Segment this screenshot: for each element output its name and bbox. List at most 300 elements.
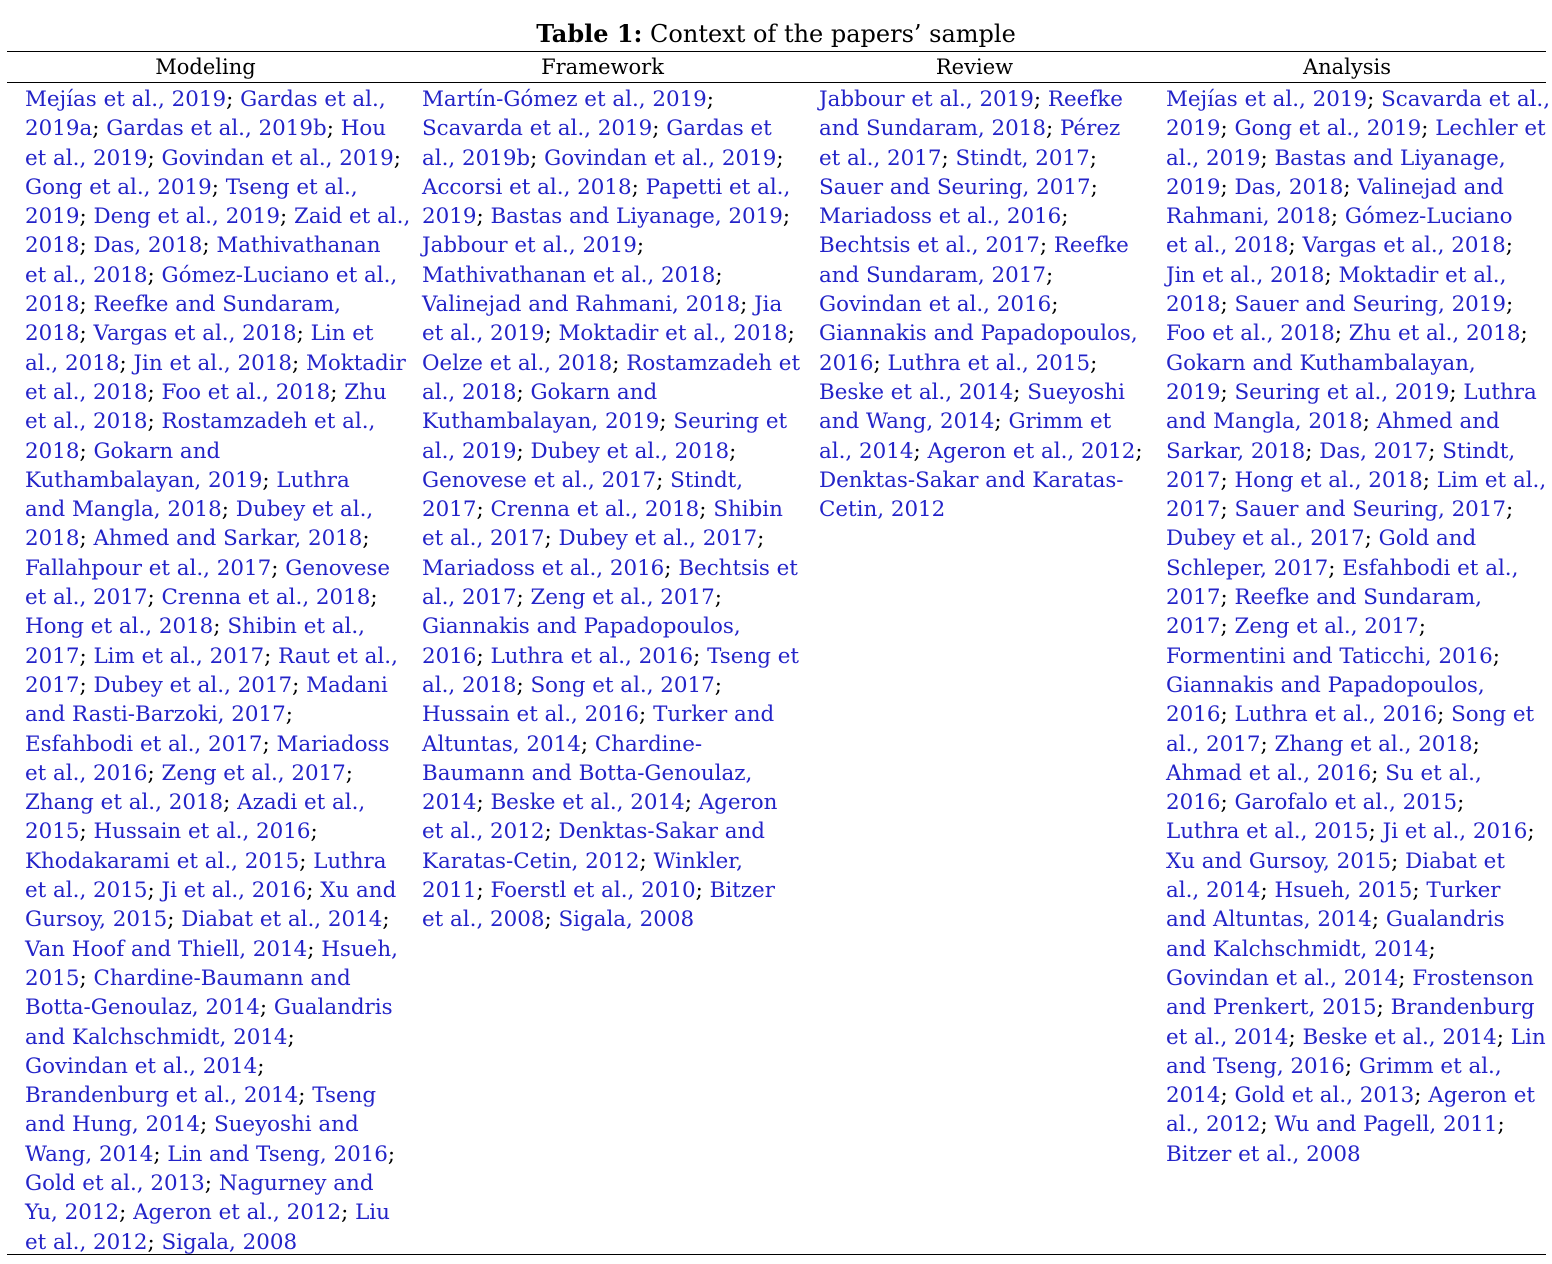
citation-text[interactable]: et al., 2008 [422, 907, 545, 933]
citation-text[interactable]: Luthra [1456, 379, 1537, 405]
citation-text[interactable]: Genovese [278, 555, 391, 581]
citation-text[interactable]: 2017 [1166, 497, 1221, 523]
citation-text[interactable]: al., 2019 [422, 438, 517, 464]
citation-line [25, 524, 395, 553]
column-header-analysis: Analysis [1302, 55, 1392, 79]
citation-text[interactable]: 2018 [25, 292, 80, 318]
citation-text[interactable]: Giannakis and Papadopoulos, [1166, 672, 1485, 698]
citation-text[interactable]: Foerstl et al., 2010 [483, 878, 696, 904]
citation-line [422, 114, 792, 143]
citation-text[interactable]: Scavarda et al., [1374, 87, 1551, 112]
citation-text[interactable]: 2017 [1166, 614, 1221, 640]
citation-text[interactable]: Gómez-Luciano [1338, 204, 1513, 230]
citation-text[interactable]: Bitzer et al., 2008 [1166, 1141, 1361, 1167]
citation-text[interactable]: Sauer and Seuring, 2019 [1227, 292, 1507, 318]
citation-text[interactable]: Accorsi et al., 2018 [422, 174, 632, 200]
citation-text[interactable]: Gold et al., 2013 [25, 1170, 205, 1196]
citation-text[interactable]: Karatas-Cetin, 2012 [422, 848, 640, 874]
citation-text[interactable]: 2018 [25, 233, 80, 259]
citation-text[interactable]: Valinejad and Rahmani, 2018 [422, 292, 741, 318]
citation-text[interactable]: 2015 [25, 965, 80, 991]
citation-text[interactable]: Sueyoshi [1020, 379, 1125, 405]
citation-text[interactable]: Reefke and Sundaram, [1227, 585, 1482, 611]
column-header-framework: Framework [541, 55, 664, 79]
citation-separator: ; [1428, 438, 1436, 464]
analysis-citations-cell [1166, 85, 1551, 1169]
citation-separator: ; [776, 145, 784, 171]
citation-text[interactable]: Lim et al., [1429, 467, 1547, 493]
citation-line [1166, 671, 1536, 700]
citation-separator: ; [1437, 702, 1445, 728]
citation-text[interactable]: al., 2012 [1166, 1112, 1261, 1138]
citation-text[interactable]: Esfahbodi et al., [1335, 555, 1519, 581]
citation-text[interactable]: al., 2018 [422, 379, 517, 405]
citation-line [25, 1023, 395, 1052]
citation-separator: ; [1220, 379, 1228, 405]
citation-text[interactable]: Gardas et al., [233, 87, 386, 112]
citation-text[interactable]: Chardine-Baumann and [86, 965, 351, 991]
citation-separator: ; [1497, 1112, 1505, 1138]
citation-text[interactable]: Crenna et al., 2018 [154, 585, 371, 611]
citation-text[interactable]: Xu and [313, 878, 397, 904]
citation-text[interactable]: Luthra et al., 2015 [1166, 819, 1369, 845]
citation-text[interactable]: Grimm et [1001, 409, 1112, 435]
citation-text[interactable]: Luthra [306, 848, 387, 874]
citation-text[interactable]: Sarkar, 2018 [1166, 438, 1306, 464]
citation-text[interactable]: Ageron et al., 2012 [126, 1200, 342, 1226]
citation-text[interactable]: Jabbour et al., 2019 [819, 87, 1034, 112]
citation-text[interactable]: Turker [1419, 878, 1501, 904]
citation-separator: ; [1328, 555, 1336, 581]
citation-text[interactable]: et al., 2016 [25, 760, 148, 786]
citation-line [422, 583, 792, 612]
citation-text[interactable]: et al., 2019 [25, 145, 148, 171]
citation-text[interactable]: et al., 2012 [25, 1229, 148, 1255]
citation-line [422, 847, 792, 876]
citation-text[interactable]: Govindan et al., 2014 [1166, 965, 1399, 991]
citation-text[interactable]: Hou [333, 116, 387, 142]
citation-text[interactable]: Sueyoshi and [207, 1112, 359, 1138]
citation-line [422, 144, 792, 173]
citation-text[interactable]: Shibin et al., [220, 614, 365, 640]
citation-text[interactable]: Shibin [706, 497, 783, 523]
citation-text[interactable]: Ji et al., 2016 [154, 878, 307, 904]
citation-text[interactable]: Lin et [303, 321, 374, 347]
citation-text[interactable]: Reefke [1047, 233, 1129, 259]
citation-text[interactable]: 2016 [1166, 702, 1221, 728]
citation-text[interactable]: Zhu [337, 379, 387, 405]
citation-text[interactable]: and Sundaram, 2017 [819, 262, 1046, 288]
citation-text[interactable]: Zhu et al., 2018 [1341, 321, 1521, 347]
citation-text[interactable]: Das, 2018 [1227, 174, 1344, 200]
citation-line [25, 114, 395, 143]
citation-text[interactable]: Dubey et al., 2018 [523, 438, 730, 464]
citation-text[interactable]: Mathivathanan [209, 233, 381, 259]
citation-text[interactable]: and Tseng, 2016 [1166, 1053, 1345, 1079]
citation-text[interactable]: Wang, 2014 [25, 1141, 154, 1167]
citation-text[interactable]: Zaid et al., [287, 204, 411, 230]
citation-text[interactable]: Ahmed and [1370, 409, 1500, 435]
citation-line [422, 495, 792, 524]
citation-text[interactable]: and Altuntas, 2014 [1166, 907, 1372, 933]
citation-text[interactable]: 2015 [25, 819, 80, 845]
citation-text[interactable]: Gursoy, 2015 [25, 907, 168, 933]
citation-text[interactable]: Mejías et al., 2019 [1166, 87, 1368, 112]
citation-text[interactable]: 2014 [422, 790, 477, 816]
citation-text[interactable]: Hussain et al., 2016 [86, 819, 311, 845]
citation-text[interactable]: 2018 [25, 438, 80, 464]
citation-text[interactable]: Brandenburg et al., 2014 [25, 1083, 299, 1109]
citation-text[interactable]: Jin et al., 2018 [126, 350, 292, 376]
citation-separator: ; [476, 497, 484, 523]
citation-text[interactable]: et al., 2018 [25, 409, 148, 435]
citation-text[interactable]: al., 2014 [819, 438, 914, 464]
citation-text[interactable]: and Sundaram, 2018 [819, 116, 1046, 142]
citation-separator: ; [1260, 1112, 1268, 1138]
citation-text[interactable]: Denktas-Sakar and Karatas- [819, 467, 1124, 493]
citation-text[interactable]: Lin and Tseng, 2016 [160, 1141, 388, 1167]
citation-text[interactable]: Ahmed and Sarkar, 2018 [86, 526, 363, 552]
citation-text[interactable]: Sigala, 2008 [551, 907, 695, 933]
citation-text[interactable]: Luthra [269, 467, 350, 493]
citation-text[interactable]: Hussain et al., 2016 [422, 702, 640, 728]
citation-text[interactable]: Gold and [1371, 526, 1477, 552]
citation-text[interactable]: Sauer and Seuring, 2017 [1227, 497, 1507, 523]
citation-text[interactable]: al., 2019 [1166, 145, 1261, 171]
citation-text[interactable]: 2014 [1166, 1083, 1221, 1109]
citation-text[interactable]: Ji et al., 2016 [1375, 819, 1528, 845]
citation-text[interactable]: Grimm et al., [1352, 1053, 1502, 1079]
citation-text[interactable]: Zeng et al., 2017 [523, 585, 715, 611]
citation-text[interactable]: Luthra et al., 2016 [483, 643, 694, 669]
citation-text[interactable]: Denktas-Sakar and [551, 819, 765, 845]
citation-text[interactable]: Stindt, [1435, 438, 1516, 464]
citation-text[interactable]: Govindan et al., 2019 [154, 145, 394, 171]
citation-text[interactable]: et al., 2014 [1166, 1024, 1289, 1050]
citation-text[interactable]: 2018 [1166, 292, 1221, 318]
citation-text[interactable]: Scavarda et al., 2019 [422, 116, 653, 142]
citation-text[interactable]: Kuthambalayan, 2019 [25, 467, 263, 493]
citation-text[interactable]: Stindt, 2017 [948, 145, 1090, 171]
citation-text[interactable]: et al., 2017 [422, 526, 545, 552]
citation-text[interactable]: et al., 2015 [25, 878, 148, 904]
citation-text[interactable]: Khodakarami et al., 2015 [25, 848, 300, 874]
citation-text[interactable]: Zhang et al., 2018 [1267, 731, 1473, 757]
citation-text[interactable]: Deng et al., 2019 [86, 204, 281, 230]
citation-text[interactable]: Oelze et al., 2018 [422, 350, 613, 376]
citation-text[interactable]: Beske et al., 2014 [483, 790, 685, 816]
citation-separator: ; [1220, 292, 1228, 318]
citation-text[interactable]: Gardas et [659, 116, 772, 142]
citation-text[interactable]: Beske et al., 2014 [1295, 1024, 1497, 1050]
citation-text[interactable]: et al., 2018 [25, 262, 148, 288]
citation-text[interactable]: Rostamzadeh et al., [154, 409, 376, 435]
citation-text[interactable]: 2019 [1166, 174, 1221, 200]
citation-line [422, 466, 792, 495]
citation-separator: ; [202, 233, 210, 259]
citation-text[interactable]: Sauer and Seuring, 2017 [819, 174, 1091, 200]
citation-text[interactable]: Tseng et [700, 643, 799, 669]
citation-text[interactable]: Reefke and Sundaram, [86, 292, 341, 318]
citation-separator: ; [147, 878, 155, 904]
citation-line [25, 1228, 395, 1257]
citation-text[interactable]: Dubey et al., [229, 497, 374, 523]
citation-line [1166, 202, 1536, 231]
citation-text[interactable]: Stindt, [663, 467, 744, 493]
citation-text[interactable]: Gokarn and [523, 379, 658, 405]
citation-text[interactable]: al., 2019b [422, 145, 531, 171]
citation-line [422, 173, 792, 202]
citation-separator: ; [1220, 174, 1228, 200]
citation-line [1166, 231, 1536, 260]
citation-text[interactable]: Song et [1444, 702, 1535, 728]
citation-separator: ; [544, 819, 552, 845]
citation-text[interactable]: 2017 [1166, 467, 1221, 493]
citation-text[interactable]: and Rasti-Barzoki, 2017 [25, 702, 286, 728]
citation-text[interactable]: Moktadir et al., [1331, 262, 1507, 288]
citation-text[interactable]: 2019 [25, 204, 80, 230]
citation-text[interactable]: Jin et al., 2018 [1166, 262, 1325, 288]
citation-text[interactable]: Das, 2017 [1312, 438, 1429, 464]
citation-separator: ; [714, 672, 722, 698]
citation-text[interactable]: Foo et al., 2018 [154, 379, 331, 405]
citation-text[interactable]: 2017 [25, 672, 80, 698]
citation-text[interactable]: al., 2014 [1166, 878, 1261, 904]
citation-separator: ; [147, 145, 155, 171]
citation-text[interactable]: Gong et al., 2019 [1227, 116, 1422, 142]
citation-text[interactable]: Bechtsis et [671, 555, 798, 581]
citation-separator: ; [1305, 438, 1313, 464]
citation-text[interactable]: et al., 2019 [422, 321, 545, 347]
citation-text[interactable]: Mariadoss et al., 2016 [819, 204, 1062, 230]
citation-text[interactable]: Liu [348, 1200, 390, 1226]
citation-text[interactable]: 2017 [422, 497, 477, 523]
citation-text[interactable]: Diabat et al., 2014 [174, 907, 383, 933]
citation-text[interactable]: Ageron [691, 790, 778, 816]
citation-text[interactable]: Fallahpour et al., 2017 [25, 555, 272, 581]
citation-text[interactable]: Seuring et [666, 409, 788, 435]
citation-line [25, 1140, 395, 1169]
citation-text[interactable]: Azadi et al., [230, 790, 366, 816]
citation-line [1166, 466, 1547, 495]
citation-text[interactable]: Reefke [1041, 87, 1123, 112]
citation-text[interactable]: 2018 [25, 321, 80, 347]
citation-text[interactable]: Hong et al., 2018 [1227, 467, 1423, 493]
citation-text[interactable]: Das, 2018 [86, 233, 203, 259]
citation-text[interactable]: Mejías et al., 2019 [25, 87, 227, 112]
citation-text[interactable]: Gong et al., 2019 [25, 174, 212, 200]
citation-text[interactable]: 2016 [1166, 790, 1221, 816]
citation-text[interactable]: Schleper, 2017 [1166, 555, 1329, 581]
citation-text[interactable]: Formentini and Taticchi, 2016 [1166, 643, 1493, 669]
citation-text[interactable]: Zeng et al., 2017 [1227, 614, 1419, 640]
citation-text[interactable]: et al., 2018 [25, 379, 148, 405]
citation-text[interactable]: Ageron et al., 2012 [920, 438, 1136, 464]
citation-text[interactable]: Valinejad and [1350, 174, 1504, 200]
citation-text[interactable]: Esfahbodi et al., 2017 [25, 731, 263, 757]
citation-text[interactable]: Chardine- [588, 731, 703, 757]
citation-text[interactable]: 2019 [422, 204, 477, 230]
citation-line [819, 349, 1141, 378]
citation-text[interactable]: Lechler et [1428, 116, 1546, 142]
citation-text[interactable]: Pérez [1053, 116, 1121, 142]
citation-text[interactable]: and Wang, 2014 [819, 409, 995, 435]
citation-separator: ; [1288, 1024, 1296, 1050]
citation-text[interactable]: Seuring et al., 2019 [1227, 379, 1450, 405]
citation-text[interactable]: Song et al., 2017 [523, 672, 715, 698]
citation-text[interactable]: Mathivathanan et al., 2018 [422, 262, 716, 288]
citation-text[interactable]: Tseng et al., [218, 174, 358, 200]
citation-text[interactable]: Mariadoss [269, 731, 390, 757]
citation-text[interactable]: et al., 2018 [1166, 233, 1289, 259]
citation-text[interactable]: Su et al., [1378, 760, 1482, 786]
citation-text[interactable]: Van Hoof and Thiell, 2014 [25, 936, 308, 962]
citation-text[interactable]: 2016 [819, 350, 874, 376]
citation-text[interactable]: Bastas and Liyanage, [1267, 145, 1506, 171]
citation-text[interactable]: 2016 [422, 643, 477, 669]
citation-text[interactable]: and Prenkert, 2015 [1166, 995, 1377, 1021]
citation-text[interactable]: Garofalo et al., 2015 [1227, 790, 1458, 816]
citation-text[interactable]: Giannakis and Papadopoulos, [422, 614, 741, 640]
citation-text[interactable]: Hong et al., 2018 [25, 614, 214, 640]
citation-text[interactable]: Govindan et al., 2016 [819, 292, 1052, 318]
citation-text[interactable]: Ahmad et al., 2016 [1166, 760, 1372, 786]
citation-text[interactable]: al., 2017 [1166, 731, 1261, 757]
citation-text[interactable]: 2018 [25, 526, 80, 552]
citation-text[interactable]: Bastas and Liyanage, 2019 [483, 204, 783, 230]
citation-text[interactable]: Gokarn and [86, 438, 221, 464]
citation-text[interactable]: Beske et al., 2014 [819, 379, 1014, 405]
citation-text[interactable]: Yu, 2012 [25, 1200, 120, 1226]
citation-text[interactable]: Brandenburg [1383, 995, 1535, 1021]
citation-text[interactable]: 2011 [422, 878, 477, 904]
citation-separator: ; [516, 585, 524, 611]
citation-text[interactable]: Mariadoss et al., 2016 [422, 555, 665, 581]
citation-text[interactable]: Luthra et al., 2016 [1227, 702, 1438, 728]
citation-text[interactable]: Vargas et al., 2018 [86, 321, 297, 347]
citation-text[interactable]: Xu and Gursoy, 2015 [1166, 848, 1392, 874]
citation-text[interactable]: Lin [1504, 1024, 1546, 1050]
citation-text[interactable]: and Mangla, 2018 [25, 497, 222, 523]
citation-line [1166, 1052, 1536, 1081]
citation-separator: ; [298, 1083, 306, 1109]
citation-text[interactable]: Govindan et al., 2019 [537, 145, 777, 171]
citation-separator: ; [476, 204, 484, 230]
citation-text[interactable]: Genovese et al., 2017 [422, 467, 657, 493]
citation-separator: ; [1013, 379, 1021, 405]
citation-text[interactable]: Gualandris [267, 995, 393, 1021]
citation-text[interactable]: et al., 2012 [422, 819, 545, 845]
citation-text[interactable]: Jabbour et al., 2019 [422, 233, 637, 259]
citation-text[interactable]: Crenna et al., 2018 [483, 497, 700, 523]
citation-separator: ; [213, 614, 221, 640]
citation-text[interactable]: and Mangla, 2018 [1166, 409, 1363, 435]
citation-text[interactable]: Diabat et [1398, 848, 1505, 874]
citation-text[interactable]: Foo et al., 2018 [1166, 321, 1335, 347]
citation-text[interactable]: 2019 [1166, 116, 1221, 142]
citation-text[interactable]: Luthra et al., 2015 [880, 350, 1091, 376]
citation-text[interactable]: Kuthambalayan, 2019 [422, 409, 660, 435]
citation-text[interactable]: and Kalchschmidt, 2014 [1166, 936, 1429, 962]
citation-text[interactable]: Papetti et al., [638, 174, 791, 200]
citation-text[interactable]: Gokarn and Kuthambalayan, [1166, 350, 1476, 376]
citation-text[interactable]: Cetin, 2012 [819, 497, 946, 523]
citation-text[interactable]: Zeng et al., 2017 [154, 760, 346, 786]
citation-text[interactable]: Raut et al., [271, 643, 398, 669]
citation-separator: ; [530, 145, 538, 171]
citation-text[interactable]: Gardas et al., 2019b [99, 116, 327, 142]
citation-text[interactable]: Dubey et al., 2017 [86, 672, 293, 698]
citation-text[interactable]: Altuntas, 2014 [422, 731, 581, 757]
citation-separator: ; [147, 1229, 155, 1255]
citation-separator: ; [1220, 1083, 1228, 1109]
citation-line [422, 817, 792, 846]
citation-text[interactable]: Rostamzadeh et [619, 350, 801, 376]
citation-text[interactable]: et al., 2017 [819, 145, 942, 171]
citation-text[interactable]: Dubey et al., 2017 [551, 526, 758, 552]
citation-line [1166, 876, 1536, 905]
citation-text[interactable]: Wu and Pagell, 2011 [1267, 1112, 1498, 1138]
citation-text[interactable]: Bechtsis et al., 2017 [819, 233, 1040, 259]
citation-text[interactable]: Sigala, 2008 [154, 1229, 298, 1255]
citation-text[interactable]: Moktadir [299, 350, 406, 376]
citation-text[interactable]: Lim et al., 2017 [86, 643, 265, 669]
citation-text[interactable]: Gualandris [1379, 907, 1505, 933]
citation-text[interactable]: Nagurney and [212, 1170, 374, 1196]
citation-text[interactable]: 2017 [1166, 585, 1221, 611]
citation-text[interactable]: al., 2018 [422, 672, 517, 698]
citation-line [1166, 261, 1536, 290]
citation-text[interactable]: Gómez-Luciano et al., [154, 262, 398, 288]
citation-text[interactable]: Jia [747, 292, 783, 318]
citation-separator: ; [306, 878, 314, 904]
citation-text[interactable]: Baumann and Botta-Genoulaz, [422, 760, 753, 786]
citation-text[interactable]: Hsueh, 2015 [1267, 878, 1413, 904]
citation-text[interactable]: 2017 [25, 643, 80, 669]
citation-text[interactable]: Botta-Genoulaz, 2014 [25, 995, 260, 1021]
citation-line [422, 378, 792, 407]
citation-text[interactable]: Madani [299, 672, 388, 698]
citation-text[interactable]: Turker and [646, 702, 775, 728]
citation-text[interactable]: Rahmani, 2018 [1166, 204, 1331, 230]
citation-text[interactable]: Tseng [305, 1083, 377, 1109]
citation-text[interactable]: Frostenson [1405, 965, 1534, 991]
citation-line [1166, 759, 1536, 788]
citation-text[interactable]: Winkler, [646, 848, 743, 874]
citation-text[interactable]: Gold et al., 2013 [1227, 1083, 1415, 1109]
citation-text[interactable]: Martín-Gómez et al., 2019 [422, 87, 707, 112]
citation-separator: ; [1364, 526, 1372, 552]
citation-text[interactable]: 2019 [1166, 379, 1221, 405]
citation-text[interactable]: Zhang et al., 2018 [25, 790, 224, 816]
citation-text[interactable]: Govindan et al., 2014 [25, 1053, 258, 1079]
citation-text[interactable]: Ageron et [1421, 1083, 1536, 1109]
citation-text[interactable]: al., 2017 [422, 585, 517, 611]
citation-text[interactable]: Giannakis and Papadopoulos, [819, 321, 1138, 347]
citation-text[interactable]: Vargas et al., 2018 [1295, 233, 1506, 259]
citation-text[interactable]: Bitzer [702, 878, 775, 904]
citation-text[interactable]: et al., 2017 [25, 585, 148, 611]
citation-text[interactable]: Hsueh, [314, 936, 398, 962]
citation-text[interactable]: al., 2018 [25, 350, 120, 376]
citation-separator: ; [476, 790, 484, 816]
citation-text[interactable]: and Kalchschmidt, 2014 [25, 1024, 288, 1050]
citation-text[interactable]: and Hung, 2014 [25, 1112, 200, 1138]
citation-text[interactable]: Moktadir et al., 2018 [551, 321, 788, 347]
citation-text[interactable]: Dubey et al., 2017 [1166, 526, 1365, 552]
citation-separator: ; [296, 321, 304, 347]
citation-text[interactable]: 2019a [25, 116, 93, 142]
